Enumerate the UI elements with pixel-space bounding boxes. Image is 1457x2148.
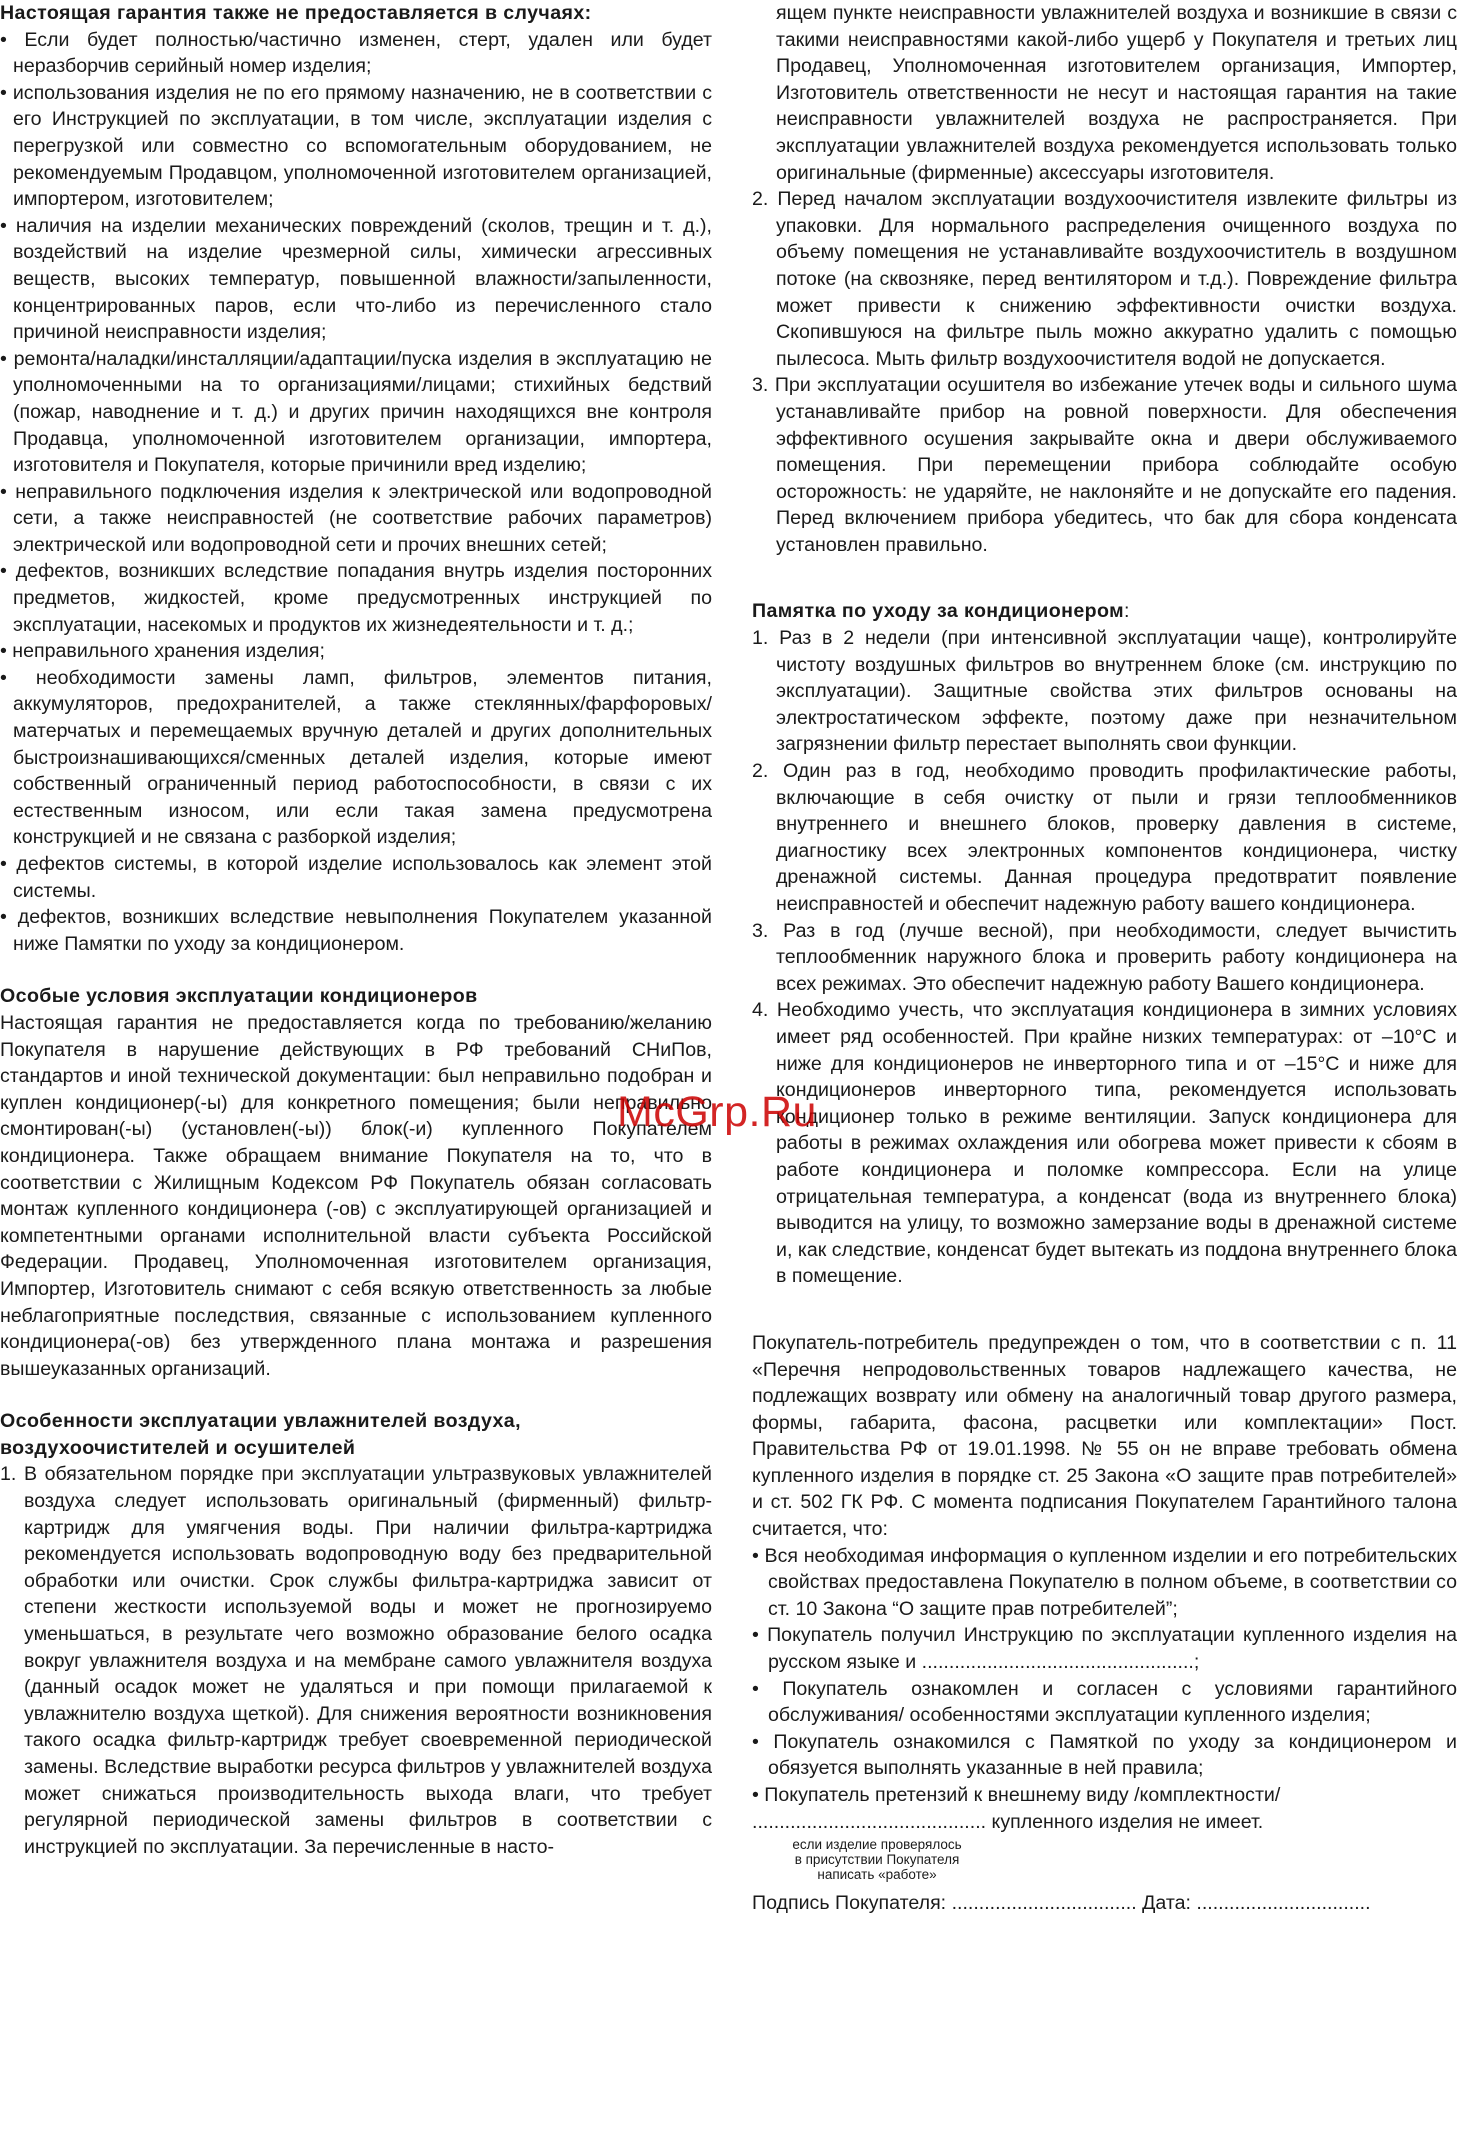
humidifier-item-1-continued: ящем пункте неисправности увлажнителей воздуха и возникшие в связи с такими неисправностями какой-либо ущерб у Покупателя и третьих лиц Продавец, Уполномоченная изготовителем организация, Импортер, Изготовитель ответственности не несут и настоящая гарантия на такие неисправности увлажнителей воздуха не распространяется. При эксплуатации увлажнителей воздуха рекомендуется использовать только оригинальные (фирменные) аксессуары изготовителя.	[776, 2, 1457, 184]
consumer-acknowledgement-list	[752, 1543, 1457, 1809]
list-item: 1. Раз в 2 недели (при интенсивной эксплуатации чаще), контролируйте чистоту воздушных фильтров во внутреннем блоке (см. инструкцию по эксплуатации). Защитные свойства этих фильтров основаны на электростатическом эффекте, поэтому даже при незначительном загрязнении фильтр перестает выполнять свои функции.	[752, 627, 1457, 756]
purifier-item-2: 2. Перед началом эксплуатации воздухоочистителя извлеките фильтры из упаковки. Для нормального распределения очищенного воздуха по объему помещения не устанавливайте воздухоочиститель в воздушном потоке (на сквозняке, перед вентилятором и т.д.). Повреждение фильтра может привести к снижению эффективности очистки воздуха. Скопившуюся на фильтре пыль можно аккуратно удалить с помощью пылесоса. Мыть фильтр воздухоочистителя водой не допускается.	[752, 188, 1457, 370]
inspection-note-line: в присутствии Покупателя	[794, 1852, 960, 1868]
inspection-note-line: написать «работе»	[817, 1867, 937, 1883]
list-item: • Покупатель ознакомился с Памяткой по уходу за кондиционером и обязуется выполнять указанные в ней правила;	[752, 1730, 1457, 1780]
list-item: 4. Необходимо учесть, что эксплуатация кондиционера в зимних условиях имеет ряд особенностей. При крайне низких температурах: от –10°С и ниже для кондиционеров не инверторного типа и от –15°С и ниже для кондиционеров инверторного типа, рекомендуется использовать кондиционер только в режиме вентиляции. Запуск кондиционера для работы в режимах охлаждения или обогрева может привести к сбоям в работе кондиционера и поломке компрессора. Если на улице отрицательная температура, а конденсат (вода из внутреннего блока) выводится на улицу, то возможно замерзание воды в дренажной системе и, как следствие, конденсат будет вытекать из поддона внутреннего блока в помещение.	[752, 999, 1457, 1288]
list-item: • необходимости замены ламп, фильтров, элементов питания, аккумуляторов, предохранителей, а также стеклянных/фарфоровых/матерчатых и перемещаемых вручную деталей и других дополнительных быстроизнашивающихся/сменных деталей изделия, которые имеют собственный ограниченный период работоспособности, в связи с их естественным износом, или если такая замена предусмотрена конструкцией и не связана с разборкой изделия;	[0, 666, 712, 849]
list-item: • дефектов, возникших вследствие попадания внутрь изделия посторонних предметов, жидкостей, кроме предусмотренных инструкцией по эксплуатации, насекомых и продуктов их жизнедеятельности и т. д.;	[0, 560, 712, 636]
watermark: McGrp.Ru	[617, 1088, 817, 1136]
list-item: • неправильного подключения изделия к электрической или водопроводной сети, а также неисправностей (не соответствие рабочих параметров) электрической или водопроводной сети и прочих внешних сетей;	[0, 480, 712, 556]
list-item: • Если будет полностью/частично изменен, стерт, удален или будет неразборчив серийный номер изделия;	[0, 28, 712, 78]
ac-care-colon: :	[1124, 600, 1130, 623]
humidifier-item-1: 1. В обязательном порядке при эксплуатации ультразвуковых увлажнителей воздуха следует использовать оригинальный (фирменный) фильтр-картридж для умягчения воды. При наличии фильтра-картриджа рекомендуется использовать водопроводную воду без предварительной обработки или очистки. Срок службы фильтра-картриджа зависит от степени жесткости используемой воды и может не прогнозируемо уменьшаться, в результате чего возможно образование белого осадка вокруг увлажнителя воздуха и на мембране самого увлажнителя воздуха (данный осадок может не удаляться и при помощи прилагаемой к увлажнителю воздуха щеткой). Для снижения вероятности возникновения такого осадка фильтр-картридж требует своевременной периодической замены. Вследствие выработки ресурса фильтров у увлажнителей воздуха может снижаться производительность выхода влаги, что требует регулярной периодической замены фильтров в соответствии с инструкцией по эксплуатации. За перечисленные в насто-	[0, 1463, 712, 1858]
right-column	[752, 0, 1457, 1917]
section-heading-ac-conditions: Особые условия эксплуатации кондиционеров	[0, 985, 478, 1008]
list-item: 2. Один раз в год, необходимо проводить профилактические работы, включающие в себя очистку от пыли и грязи теплообменников внутреннего и внешнего блоков, проверку давления в системе, диагностику всех электронных компонентов кондиционера, чистку дренажной системы. Данная процедура предотвратит появление неисправностей и обеспечит надежную работу вашего кондиционера.	[752, 760, 1457, 915]
list-item: • дефектов системы, в которой изделие использовалось как элемент этой системы.	[0, 853, 712, 902]
list-item: • ремонта/наладки/инсталляции/адаптации/пуска изделия в эксплуатацию не уполномоченными на то организациями/лицами; стихийных бедствий (пожар, наводнение и т. д.) и других причин находящихся вне контроля Продавца, уполномоченной изготовителем организации, импортера, изготовителя и Покупателя, которые причинили вред изделию;	[0, 347, 712, 477]
signature-date-line: Подпись Покупателя: .................................. Дата: ................................	[752, 1892, 1371, 1915]
left-column	[0, 0, 712, 1860]
list-item: • неправильного хранения изделия;	[0, 640, 325, 663]
ac-conditions-paragraph: Настоящая гарантия не предоставляется когда по требованию/желанию Покупателя в нарушение действующих в РФ требований СНиПов, стандартов и иной технической документации: был неправильно подобран и куплен кондиционер(-ы) для конкретного помещения; были неправильно смонтирован(-ы) (установлен(-ы)) блок(-и) купленного Покупателем кондиционера. Также обращаем внимание Покупателя на то, что в соответствии с Жилищным Кодексом РФ Покупатель обязан согласовать монтаж купленного кондиционера (-ов) с эксплуатирующей организацией и компетентными органами исполнительной власти субъекта Российской Федерации. Продавец, Уполномоченная изготовителем организация, Импортер, Изготовитель снимают с себя всякую ответственность за любые неблагоприятные последствия, связанные с использованием купленного кондиционера(-ов) без утвержденного плана монтажа и разрешения вышеуказанных организаций.	[0, 1011, 712, 1380]
list-item: • Покупатель ознакомлен и согласен с условиями гарантийного обслуживания/ особенностями эксплуатации купленного изделия;	[752, 1677, 1457, 1727]
inspection-note	[752, 1837, 1002, 1882]
list-item: • наличия на изделии механических повреждений (сколов, трещин и т. д.), воздействий на изделие чрезмерной силы, химически агрессивных веществ, высоких температур, повышенной влажности/запыленности, концентрированных паров, если что-либо из перечисленного стало причиной неисправности изделия;	[0, 214, 712, 344]
dehumidifier-item-3: 3. При эксплуатации осушителя во избежание утечек воды и сильного шума устанавливайте прибор на ровной поверхности. Для обеспечения эффективного осушения закрывайте окна и двери обслуживаемого помещения. При перемещении прибора соблюдайте особую осторожность: не ударяйте, не наклоняйте и не допускайте его падения. Перед включением прибора убедитесь, что бак для сбора конденсата установлен правильно.	[752, 374, 1457, 556]
ac-care-list	[752, 625, 1457, 1290]
ac-care-title: Памятка по уходу за кондиционером	[752, 600, 1124, 623]
list-item: • Покупатель претензий к внешнему виду /комплектности/	[752, 1784, 1281, 1806]
list-item: 3. Раз в год (лучше весной), при необходимости, следует вычистить теплообменник наружного блока и проверить работу кондиционера на всех режимах. Это обеспечит надежную работу Вашего кондиционера.	[752, 919, 1457, 995]
list-item: • Вся необходимая информация о купленном изделии и его потребительских свойствах предоставлена Покупателю в полном объеме, в соответствии со ст. 10 Закона “О защите прав потребителей”;	[752, 1544, 1457, 1620]
exclusions-list	[0, 27, 712, 958]
list-item: • использования изделия не по его прямому назначению, не в соответствии с его Инструкцией по эксплуатации, в том числе, эксплуатации изделия с перегрузкой или совместно со вспомогательным оборудованием, не рекомендуемым Продавцом, уполномоченной изготовителем организацией, импортером, изготовителем;	[0, 81, 712, 211]
claims-line: ........................................... купленного изделия не имеет.	[752, 1810, 1264, 1833]
inspection-note-line: если изделие проверялось	[792, 1837, 962, 1853]
section-heading-warranty-exclusions: Настоящая гарантия также не предоставляется в случаях:	[0, 2, 592, 24]
section-heading-ac-care	[752, 598, 1457, 625]
section-heading-humidifiers: Особенности эксплуатации увлажнителей воздуха, воздухоочистителей и осушителей	[0, 1410, 521, 1459]
consumer-notice-paragraph: Покупатель-потребитель предупрежден о том, что в соответствии с п. 11 «Перечня непродовольственных товаров надлежащего качества, не подлежащих возврату или обмену на аналогичный товар другого размера, формы, габарита, фасона, расцветки или комплектации» Пост. Правительства РФ от 19.01.1998. № 55 он не вправе требовать обмена купленного изделия в порядке ст. 25 Закона «О защите прав потребителей» и ст. 502 ГК РФ. С момента подписания Покупателем Гарантийного талона считается, что:	[752, 1331, 1457, 1541]
list-item: • Покупатель получил Инструкцию по эксплуатации купленного изделия на русском языке и ..................................................;	[752, 1624, 1457, 1674]
list-item: • дефектов, возникших вследствие невыполнения Покупателем указанной ниже Памятки по уходу за кондиционером.	[0, 906, 712, 955]
